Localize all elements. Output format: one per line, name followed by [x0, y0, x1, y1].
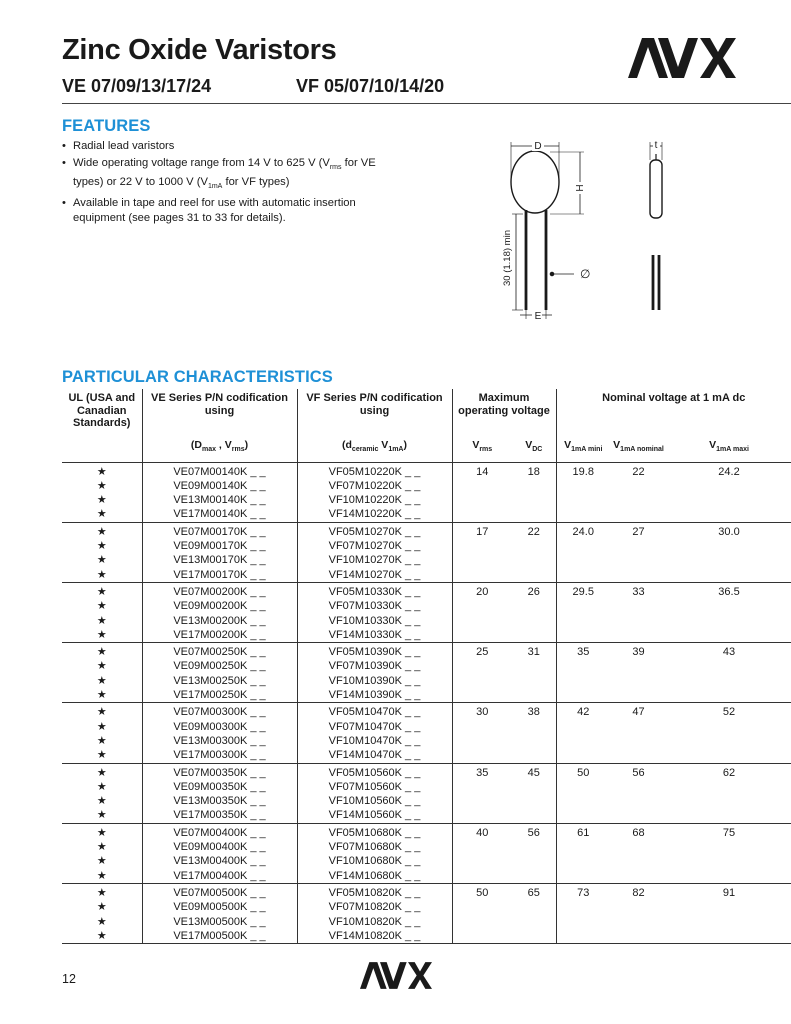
vf-part-number: VF14M10680K _ _ [328, 869, 421, 882]
vmax-cell: 24.2 [718, 465, 740, 478]
vnom-cell: 82 [632, 886, 645, 899]
vf-part-number: VF14M10560K _ _ [328, 809, 421, 822]
varistor-dimension-diagram [490, 130, 690, 330]
ve-part-number: VE09M00170K _ _ [173, 540, 266, 553]
vdc-cell: 22 [527, 525, 540, 538]
ul-star: ★ [96, 734, 107, 747]
vf-part-number: VF07M10390K _ _ [328, 660, 421, 673]
ul-star-cell [62, 763, 142, 823]
ve-part-cell [142, 763, 297, 823]
ul-star: ★ [96, 554, 107, 567]
vrms-cell: 20 [452, 582, 512, 642]
vf-part-number: VF07M10270K _ _ [328, 540, 421, 553]
feature-item: • Wide operating voltage range from 14 V to 625 V ($V_{rms}$ for VE types) or 22 V to 1000 V ($V_{1mA}$ for VF types) [62, 156, 402, 195]
ve-part-number: VE13M00140K _ _ [173, 494, 266, 507]
vf-part-cell [297, 823, 452, 883]
ul-star: ★ [96, 929, 107, 942]
vrms-cell: 30 [452, 703, 512, 763]
dim-t-label: t [654, 140, 658, 151]
ve-part-number: VE09M00200K _ _ [173, 600, 266, 613]
col-nominal-voltage-header: Nominal voltage at 1 mA dc [556, 389, 791, 439]
ve-part-number: VE17M00200K _ _ [173, 628, 266, 641]
vmax-subheader: $V_{1mA maxi}$ [709, 439, 749, 454]
col-ul-header: UL (USA and Canadian Standards) [68, 392, 136, 429]
ul-star: ★ [96, 766, 107, 779]
features-list [62, 139, 402, 228]
vf-part-number: VF07M10220K _ _ [328, 479, 421, 492]
vmin-cell: 42 [556, 703, 610, 763]
vf-part-number: VF14M10220K _ _ [328, 508, 421, 521]
avx-logo [628, 38, 736, 83]
vf-part-number: VF07M10470K _ _ [328, 720, 421, 733]
ul-star: ★ [96, 614, 107, 627]
ul-star: ★ [96, 525, 107, 538]
vdc-cell: 18 [527, 465, 540, 478]
vmax-cell: 91 [722, 886, 736, 899]
vf-part-number: VF07M10820K _ _ [328, 901, 421, 914]
col-vf-header: VF Series P/N codification using [297, 389, 452, 439]
vf-part-cell [297, 582, 452, 642]
ve-part-number: VE09M00140K _ _ [173, 479, 266, 492]
vf-part-cell [297, 883, 452, 943]
ul-star: ★ [96, 901, 107, 914]
vf-part-number: VF05M10390K _ _ [328, 646, 421, 659]
vf-part-number: VF14M10390K _ _ [328, 689, 421, 702]
ve-part-number: VE07M00140K _ _ [173, 465, 266, 478]
ve-part-number: VE07M00400K _ _ [173, 826, 266, 839]
vf-part-number: VF14M10820K _ _ [328, 929, 421, 942]
vmin-cell: 24.0 [556, 522, 610, 582]
ul-star-cell [62, 462, 142, 522]
table-row [62, 462, 791, 522]
vf-part-number: VF05M10470K _ _ [328, 706, 421, 719]
vnom-cell: 56 [632, 766, 645, 779]
ul-star: ★ [96, 465, 107, 478]
ul-star: ★ [96, 706, 107, 719]
vmax-cell: 43 [722, 646, 736, 659]
ul-star-cell [62, 643, 142, 703]
vf-part-number: VF05M10220K _ _ [328, 465, 421, 478]
ve-part-cell [142, 522, 297, 582]
ve-part-number: VE07M00250K _ _ [173, 646, 266, 659]
ul-star: ★ [96, 809, 107, 822]
ul-star: ★ [96, 494, 107, 507]
ve-part-number: VE09M00500K _ _ [173, 901, 266, 914]
ve-part-number: VE07M00500K _ _ [173, 886, 266, 899]
ul-star-cell [62, 883, 142, 943]
ul-star: ★ [96, 795, 107, 808]
vf-part-number: VF10M10270K _ _ [328, 554, 421, 567]
ul-star: ★ [96, 508, 107, 521]
ul-star: ★ [96, 886, 107, 899]
vmax-cell: 30.0 [718, 525, 740, 538]
ve-part-cell [142, 823, 297, 883]
ul-star: ★ [96, 915, 107, 928]
vf-part-number: VF10M10220K _ _ [328, 494, 421, 507]
vrms-subheader: $V_{rms}$ [452, 439, 512, 462]
ve-types-subtitle: VE 07/09/13/17/24 [62, 76, 212, 96]
dim-d-label: D [534, 141, 542, 152]
dim-phi-label: ∅ [580, 267, 591, 281]
characteristics-table [62, 389, 791, 944]
vrms-cell: 50 [452, 883, 512, 943]
ve-part-number: VE09M00350K _ _ [173, 780, 266, 793]
ve-part-number: VE07M00200K _ _ [173, 585, 266, 598]
vf-part-cell [297, 703, 452, 763]
ve-part-number: VE17M00140K _ _ [173, 508, 266, 521]
vrms-cell: 14 [452, 462, 512, 522]
ve-part-number: VE13M00200K _ _ [173, 614, 266, 627]
vrms-cell: 35 [452, 763, 512, 823]
vdc-cell: 45 [527, 766, 540, 779]
vf-part-number: VF07M10560K _ _ [328, 780, 421, 793]
ul-star: ★ [96, 749, 107, 762]
vf-part-number: VF05M10820K _ _ [328, 886, 421, 899]
ve-part-number: VE13M00400K _ _ [173, 855, 266, 868]
vmax-cell: 75 [722, 826, 736, 839]
vmax-cell: 62 [722, 766, 736, 779]
ve-codification-subheader: ($D_{max}$ , $V_{rms}$) [142, 439, 297, 462]
table-row [62, 522, 791, 582]
ul-star: ★ [96, 841, 107, 854]
ul-star: ★ [96, 646, 107, 659]
vf-part-number: VF05M10680K _ _ [328, 826, 421, 839]
ve-part-number: VE13M00500K _ _ [173, 915, 266, 928]
features-heading: FEATURES [62, 117, 151, 135]
ve-part-number: VE17M00250K _ _ [173, 689, 266, 702]
ul-star: ★ [96, 720, 107, 733]
table-row [62, 643, 791, 703]
vf-part-number: VF10M10470K _ _ [328, 734, 421, 747]
vf-part-number: VF07M10680K _ _ [328, 841, 421, 854]
vf-part-number: VF10M10820K _ _ [328, 915, 421, 928]
ve-part-number: VE13M00250K _ _ [173, 674, 266, 687]
table-row [62, 883, 791, 943]
ve-part-number: VE13M00300K _ _ [173, 734, 266, 747]
ul-star-cell [62, 522, 142, 582]
vnom-cell: 22 [632, 465, 645, 478]
ul-star: ★ [96, 540, 107, 553]
vnom-cell: 68 [632, 826, 645, 839]
vmax-cell: 36.5 [718, 585, 740, 598]
vrms-cell: 25 [452, 643, 512, 703]
vnom-cell: 27 [632, 525, 645, 538]
vnom-cell: 39 [632, 646, 645, 659]
ul-star: ★ [96, 780, 107, 793]
ve-part-number: VE07M00170K _ _ [173, 525, 266, 538]
ve-part-cell [142, 703, 297, 763]
vf-types-subtitle: VF 05/07/10/14/20 [296, 76, 445, 96]
table-row [62, 823, 791, 883]
ve-part-cell [142, 883, 297, 943]
vdc-cell: 26 [527, 585, 540, 598]
vf-codification-subheader: ($d_{ceramic}$ $V_{1mA}$) [297, 439, 452, 462]
ve-part-number: VE17M00300K _ _ [173, 749, 266, 762]
ul-star: ★ [96, 600, 107, 613]
vf-part-number: VF14M10330K _ _ [328, 628, 421, 641]
vf-part-number: VF05M10270K _ _ [328, 525, 421, 538]
vf-part-number: VF10M10680K _ _ [328, 855, 421, 868]
ul-star: ★ [96, 479, 107, 492]
vmin-cell: 73 [556, 883, 610, 943]
vf-part-cell [297, 462, 452, 522]
vf-part-cell [297, 643, 452, 703]
table-row [62, 703, 791, 763]
ul-star: ★ [96, 674, 107, 687]
header-rule [62, 103, 791, 104]
vf-part-cell [297, 763, 452, 823]
ve-part-cell [142, 643, 297, 703]
ve-part-number: VE09M00300K _ _ [173, 720, 266, 733]
vrms-cell: 40 [452, 823, 512, 883]
vmin-cell: 29.5 [556, 582, 610, 642]
dim-lead-length-label: 30 (1.18) min [502, 230, 513, 286]
vdc-cell: 38 [527, 706, 540, 719]
vf-part-number: VF10M10560K _ _ [328, 795, 421, 808]
vf-part-number: VF14M10470K _ _ [328, 749, 421, 762]
vmin-cell: 35 [556, 643, 610, 703]
ve-part-number: VE07M00300K _ _ [173, 706, 266, 719]
vnom-cell: 33 [632, 585, 645, 598]
table-row [62, 582, 791, 642]
vdc-cell: 56 [527, 826, 540, 839]
vdc-cell: 65 [527, 886, 540, 899]
ve-part-number: VE17M00500K _ _ [173, 929, 266, 942]
ve-part-number: VE07M00350K _ _ [173, 766, 266, 779]
vmax-cell: 52 [722, 706, 736, 719]
vf-part-number: VF10M10390K _ _ [328, 674, 421, 687]
ve-part-number: VE17M00400K _ _ [173, 869, 266, 882]
vf-part-cell [297, 522, 452, 582]
vf-part-number: VF10M10330K _ _ [328, 614, 421, 627]
avx-footer-logo [360, 962, 432, 994]
characteristics-heading: PARTICULAR CHARACTERISTICS [62, 368, 333, 386]
table-row [62, 763, 791, 823]
ul-star-cell [62, 703, 142, 763]
page-title: Zinc Oxide Varistors [62, 34, 337, 66]
ul-star: ★ [96, 855, 107, 868]
ve-part-cell [142, 462, 297, 522]
vf-part-number: VF05M10330K _ _ [328, 585, 421, 598]
ul-star: ★ [96, 568, 107, 581]
vdc-subheader: $V_{DC}$ [525, 439, 543, 454]
ul-star: ★ [96, 869, 107, 882]
vf-part-number: VF07M10330K _ _ [328, 600, 421, 613]
ve-part-cell [142, 582, 297, 642]
ul-star: ★ [96, 689, 107, 702]
vmin-cell: 61 [556, 823, 610, 883]
ul-star: ★ [96, 660, 107, 673]
page-number: 12 [62, 972, 76, 986]
vmin-cell: 19.8 [556, 462, 610, 522]
vf-part-number: VF05M10560K _ _ [328, 766, 421, 779]
vmin-cell: 50 [556, 763, 610, 823]
dim-h-label: H [573, 184, 584, 192]
vrms-cell: 17 [452, 522, 512, 582]
ve-part-number: VE17M00350K _ _ [173, 809, 266, 822]
col-ve-header: VE Series P/N codification using [142, 389, 297, 439]
vmin-subheader: $V_{1mA mini}$ [556, 439, 610, 462]
col-max-voltage-header: Maximum operating voltage [452, 389, 556, 439]
ve-part-number: VE13M00350K _ _ [173, 795, 266, 808]
vnom-subheader: $V_{1mA nominal}$ [613, 439, 664, 454]
dim-e-label: E [534, 311, 542, 322]
ve-part-number: VE09M00250K _ _ [173, 660, 266, 673]
feature-item: • Available in tape and reel for use with automatic insertion equipment (see pages 31 to 33 for details). [62, 196, 402, 227]
vdc-cell: 31 [527, 646, 540, 659]
vf-part-number: VF14M10270K _ _ [328, 568, 421, 581]
ve-part-number: VE17M00170K _ _ [173, 568, 266, 581]
ul-star: ★ [96, 628, 107, 641]
ul-star: ★ [96, 585, 107, 598]
ul-star-cell [62, 582, 142, 642]
vnom-cell: 47 [632, 706, 645, 719]
ul-star: ★ [96, 826, 107, 839]
ul-star-cell [62, 823, 142, 883]
ve-part-number: VE13M00170K _ _ [173, 554, 266, 567]
ve-part-number: VE09M00400K _ _ [173, 841, 266, 854]
feature-item: • Radial lead varistors [62, 139, 402, 155]
